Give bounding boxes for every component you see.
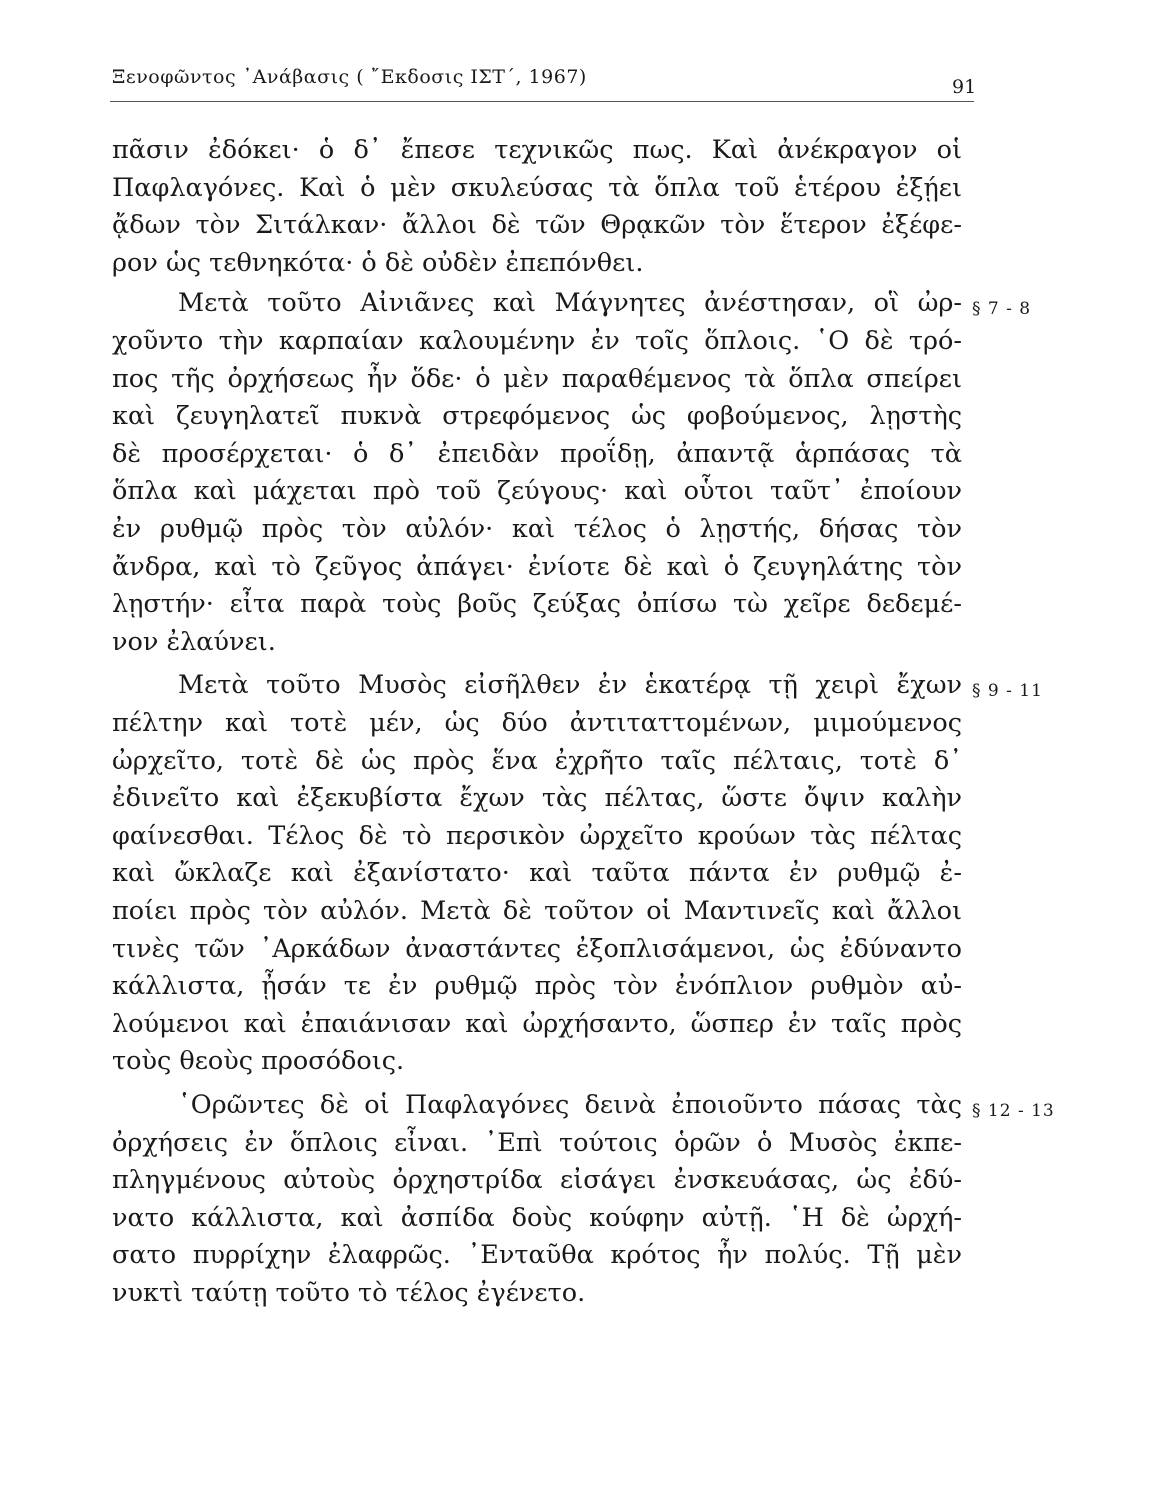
text-line: νυκτὶ ταύτῃ τοῦτο τὸ τέλος ἐγένετο. — [112, 1277, 586, 1308]
text-line: πέλτην καὶ τοτὲ μέν, ὡς δύο ἀντιταττομένων, μιμούμενος — [112, 707, 962, 738]
text-line: νον ἐλαύνει. — [112, 626, 276, 657]
text-line: ἐν ρυθμῷ πρὸς τὸν αὐλόν· καὶ τέλος ὁ λῃστής, δήσας τὸν — [112, 513, 962, 544]
paragraph — [112, 132, 962, 282]
text-line: κάλλιστα, ᾖσάν τε ἐν ρυθμῷ πρὸς τὸν ἐνόπλιον ρυθμὸν αὐ- — [112, 971, 962, 1002]
text-line: πᾶσιν ἐδόκει· ὁ δ᾿ ἔπεσε τεχνικῶς πως. Καὶ ἀνέκραγον οἱ — [112, 135, 962, 165]
text-line: χοῦντο τὴν καρπαίαν καλουμένην ἐν τοῖς ὅπλοις. ῾Ο δὲ τρό- — [112, 325, 962, 356]
running-title: Ξενοφῶντος ᾿Ανάβασις ( ῎Εκδοσις ΙΣΤ΄, 1967) — [112, 66, 587, 88]
text-line: πληγμένους αὐτοὺς ὀρχηστρίδα εἰσάγει ἐνσκευάσας, ὡς ἐδύ- — [112, 1165, 962, 1196]
text-line: ῾Ορῶντες δὲ οἱ Παφλαγόνες δεινὰ ἐποιοῦντο πάσας τὰς — [178, 1090, 962, 1120]
text-line: λῃστήν· εἶτα παρὰ τοὺς βοῦς ζεύξας ὀπίσω τὼ χεῖρε δεδεμέ- — [112, 589, 962, 620]
text-line: δὲ προσέρχεται· ὁ δ᾿ ἐπειδὰν προΐδῃ, ἀπαντᾷ ἁρπάσας τὰ — [112, 438, 962, 469]
text-line: ὠρχεῖτο, τοτὲ δὲ ὡς πρὸς ἕνα ἐχρῆτο ταῖς πέλταις, τοτὲ δ᾿ — [112, 745, 962, 776]
paragraph — [112, 285, 962, 661]
section-margin-note: § 9 - 11 — [972, 681, 1043, 702]
paragraph — [112, 667, 962, 1081]
text-line: λούμενοι καὶ ἐπαιάνισαν καὶ ὠρχήσαντο, ὥσπερ ἐν ταῖς πρὸς — [112, 1008, 962, 1039]
text-line: ᾄδων τὸν Σιτάλκαν· ἄλλοι δὲ τῶν Θρᾳκῶν τὸν ἕτερον ἐξέφε- — [112, 210, 962, 241]
text-line: πος τῆς ὀρχήσεως ἦν ὅδε· ὁ μὲν παραθέμενος τὰ ὅπλα σπείρει — [112, 363, 962, 394]
text-line: ὅπλα καὶ μάχεται πρὸ τοῦ ζεύγους· καὶ οὗτοι ταῦτ᾿ ἐποίουν — [112, 476, 962, 507]
text-line: Παφλαγόνες. Καὶ ὁ μὲν σκυλεύσας τὰ ὅπλα τοῦ ἑτέρου ἐξῄει — [112, 172, 962, 203]
text-line: Μετὰ τοῦτο Μυσὸς εἰσῆλθεν ἐν ἑκατέρᾳ τῇ χειρὶ ἔχων — [178, 670, 962, 701]
text-line: ἄνδρα, καὶ τὸ ζεῦγος ἀπάγει· ἐνίοτε δὲ καὶ ὁ ζευγηλάτης τὸν — [112, 551, 962, 582]
section-margin-note: § 7 - 8 — [972, 299, 1032, 320]
text-line: ἐδινεῖτο καὶ ἐξεκυβίστα ἔχων τὰς πέλτας, ὥστε ὄψιν καλὴν — [112, 783, 962, 814]
text-line: φαίνεσθαι. Τέλος δὲ τὸ περσικὸν ὠρχεῖτο κρούων τὰς πέλτας — [112, 820, 962, 851]
text-line: νατο κάλλιστα, καὶ ἀσπίδα δοὺς κούφην αὐτῇ. ῾Η δὲ ὠρχή- — [112, 1202, 962, 1233]
text-line: τινὲς τῶν ᾿Αρκάδων ἀναστάντες ἐξοπλισάμενοι, ὡς ἐδύναντο — [112, 933, 962, 964]
paragraph — [112, 1087, 962, 1313]
text-line: ποίει πρὸς τὸν αὐλόν. Μετὰ δὲ τοῦτον οἱ Μαντινεῖς καὶ ἄλλοι — [112, 895, 962, 926]
header-rule — [110, 101, 974, 102]
text-line: καὶ ὤκλαζε καὶ ἐξανίστατο· καὶ ταῦτα πάντα ἐν ρυθμῷ ἐ- — [112, 858, 962, 889]
text-line: ρον ὡς τεθνηκότα· ὁ δὲ οὐδὲν ἐπεπόνθει. — [112, 247, 644, 278]
text-line: σατο πυρρίχην ἐλαφρῶς. ᾿Ενταῦθα κρότος ἦν πολύς. Τῇ μὲν — [112, 1240, 962, 1271]
page-number: 91 — [952, 76, 977, 98]
text-line: τοὺς θεοὺς προσόδοις. — [112, 1046, 405, 1077]
text-line: Μετὰ τοῦτο Αἰνιᾶνες καὶ Μάγνητες ἀνέστησαν, οἳ ὠρ- — [178, 288, 962, 319]
section-margin-note: § 12 - 13 — [972, 1101, 1055, 1121]
text-line: ὀρχήσεις ἐν ὅπλοις εἶναι. ᾿Επὶ τούτοις ὁρῶν ὁ Μυσὸς ἐκπε- — [112, 1127, 962, 1158]
text-line: καὶ ζευγηλατεῖ πυκνὰ στρεφόμενος ὡς φοβούμενος, λῃστὴς — [112, 401, 962, 432]
